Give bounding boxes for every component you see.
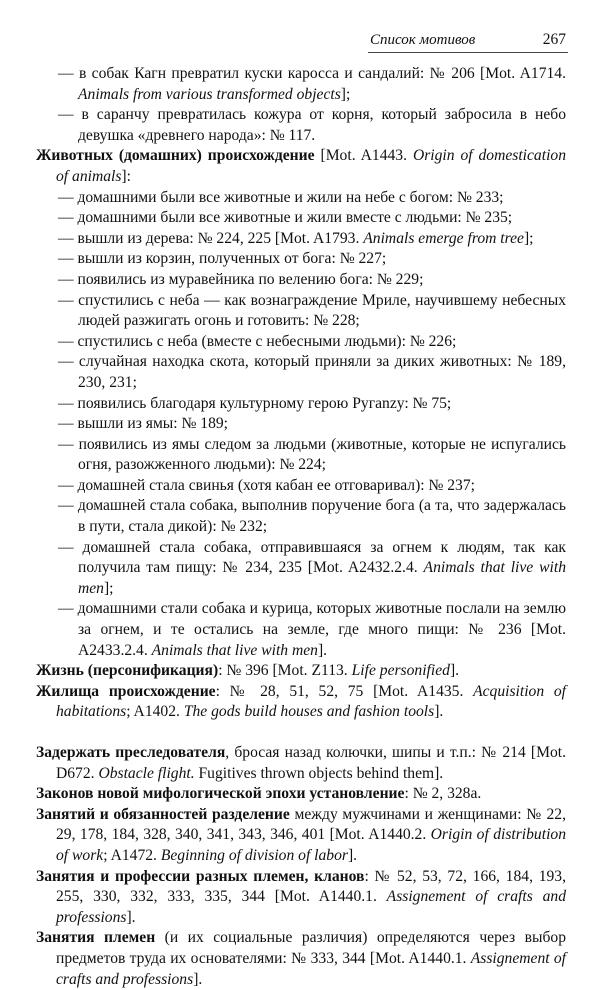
- motif-subentry: [36, 476, 566, 497]
- entry-heading: Жизнь (персонификация): [36, 662, 219, 680]
- entry-text: ].: [126, 908, 136, 926]
- motif-title: Assignement of crafts and professions: [56, 888, 566, 926]
- entry-heading: Занятия племен: [36, 929, 156, 947]
- motif-title: Origin of domestication of animals: [56, 147, 566, 185]
- entry-text: ; A1472.: [103, 846, 161, 864]
- motif-title: The gods build houses and fashion tools: [183, 703, 435, 721]
- entry-heading: Жилища происхождение: [36, 682, 216, 700]
- entry-text: ].: [347, 846, 358, 864]
- entry-text: — домашними стали собака и курица, которых животные послали на землю за огнем, и те остались на земле, где много пищи: № 236 [Mot. A2433.2.4.: [58, 600, 566, 659]
- entry-text: — домашней стала собака, выполнив поручение бога (а та, что задержалась в пути, стала дикой): № 232;: [58, 497, 566, 536]
- motif-subentry: [36, 414, 566, 435]
- entry-text: : № 396 [Mot. Z113.: [218, 662, 352, 680]
- motif-subentry: [36, 496, 566, 537]
- motif-entry: [36, 928, 566, 990]
- motif-entry: [36, 784, 566, 805]
- motif-subentry: [36, 394, 566, 415]
- entry-text: ; A1402.: [126, 703, 184, 721]
- motif-subentry: [36, 229, 566, 250]
- entry-heading: Животных (домашних) происхождение: [36, 147, 315, 165]
- header-rule: [368, 52, 568, 53]
- entry-text: — появились благодаря культурному герою Ругanzу: № 75;: [58, 394, 452, 412]
- entry-text: : № 52, 53, 72, 166, 184, 193, 255, 330, 332, 333, 335, 344 [Mot. A1440.1.: [56, 867, 566, 906]
- motif-entry: [36, 682, 566, 723]
- entry-text: [Mot. A1443.: [314, 147, 413, 165]
- entry-text: ];: [103, 579, 114, 597]
- motif-subentry: [36, 291, 566, 332]
- entry-heading: Занятия и профессии разных племен, кланов: [36, 867, 365, 885]
- entry-text: ]:: [121, 167, 131, 185]
- entry-text: Fugitives thrown objects behind them].: [194, 764, 444, 782]
- entry-heading: Задержать преследователя: [36, 744, 226, 761]
- entry-text: — в собак Кагн превратил куски каросса и сандалий: № 206 [Mot. A1714.: [58, 65, 566, 82]
- entry-text: — вышли из дерева: № 224, 225 [Mot. A1793.: [58, 229, 364, 247]
- entry-text: ];: [523, 229, 534, 247]
- entry-text: ].: [317, 641, 328, 659]
- motif-subentry: [36, 249, 566, 270]
- motif-entry: [36, 867, 566, 929]
- motif-subentry: [36, 352, 566, 393]
- motif-title: Obstacle flight.: [98, 764, 195, 782]
- entry-text: — появились из муравейника по велению бога: № 229;: [58, 270, 424, 288]
- motif-title: Origin of distribution of work: [56, 826, 566, 864]
- motif-title: Assignement of crafts and professions: [56, 949, 566, 988]
- entry-text: , бросая назад колючки, шипы и т.п.: № 214 [Mot. D672.: [56, 744, 566, 782]
- entry-text: (и их социальные различия) определяются через выбор предметов труда их основателями: № 333, 344 [Mot. A1440.1.: [56, 929, 566, 967]
- motif-subentry: [36, 270, 566, 291]
- motif-list: [36, 64, 566, 990]
- entry-text: — спустились с неба (вместе с небесными людьми): № 226;: [58, 332, 457, 350]
- entry-text: — спустились с неба — как вознаграждение Мриле, научившему небесных людей разжигать огонь и готовить: № 228;: [58, 291, 566, 330]
- entry-text: ].: [434, 703, 444, 721]
- entry-text: — домашней стала свинья (хотя кабан ее отговаривал): № 237;: [58, 476, 475, 494]
- motif-entry: [36, 146, 566, 187]
- motif-title: Animals emerge from tree: [363, 229, 524, 247]
- entry-text: — домашней стала собака, отправившаяся за огнем к людям, так как получила там пищу: № 234, 235 [Mot. A2432.2.4.: [58, 538, 566, 577]
- running-header: [370, 30, 566, 48]
- motif-title: Animals that live with men: [151, 641, 318, 659]
- entry-text: ].: [449, 662, 460, 680]
- entry-text: : № 28, 51, 52, 75 [Mot. A1435.: [215, 682, 474, 700]
- motif-title: Animals that live with men: [78, 559, 566, 597]
- motif-entry: [36, 661, 566, 682]
- motif-title: Acquisition of habitations: [56, 682, 566, 721]
- motif-subentry: [36, 538, 566, 600]
- page-number: 267: [542, 31, 566, 48]
- entry-text: — появились из ямы следом за людьми (животные, которые не испугались огня, разожженного людьми): № 224;: [58, 435, 566, 474]
- entry-text: — домашними были все животные и жили на небе с богом: № 233;: [58, 188, 504, 206]
- running-header-title: Список мотивов: [370, 32, 476, 48]
- entry-text: : № 2, 328a.: [404, 785, 482, 803]
- entry-text: — случайная находка скота, который приняли за диких животных: № 189, 230, 231;: [58, 353, 566, 391]
- entry-text: между мужчинами и женщинами: № 22, 29, 178, 184, 328, 340, 341, 343, 346, 401 [Mot. A1440.2.: [56, 805, 566, 844]
- entry-text: — вышли из корзин, полученных от бога: № 227;: [58, 250, 387, 268]
- motif-subentry: [36, 435, 566, 476]
- entry-text: — в саранчу превратилась кожура от корня, который забросила в небо девушка «древнего народа»: № 117.: [58, 106, 566, 144]
- motif-subentry: [36, 599, 566, 661]
- entry-text: ];: [340, 85, 351, 103]
- motif-title: Life personified: [351, 662, 450, 680]
- motif-entry: [36, 805, 566, 867]
- entry-heading: Законов новой мифологической эпохи установление: [36, 785, 405, 803]
- entry-text: ].: [193, 970, 203, 988]
- motif-subentry: [36, 64, 566, 105]
- section-gap: [36, 723, 566, 743]
- entry-heading: Занятий и обязанностей разделение: [36, 805, 290, 823]
- motif-subentry: [36, 105, 566, 146]
- motif-title: Animals from various transformed objects: [78, 85, 341, 103]
- motif-subentry: [36, 188, 566, 209]
- entry-text: — домашними были все животные и жили вместе с людьми: № 235;: [58, 209, 513, 227]
- motif-title: Beginning of division of labor: [160, 846, 348, 864]
- motif-subentry: [36, 208, 566, 229]
- entry-text: — вышли из ямы: № 189;: [58, 415, 229, 433]
- motif-subentry: [36, 332, 566, 353]
- motif-entry: [36, 743, 566, 784]
